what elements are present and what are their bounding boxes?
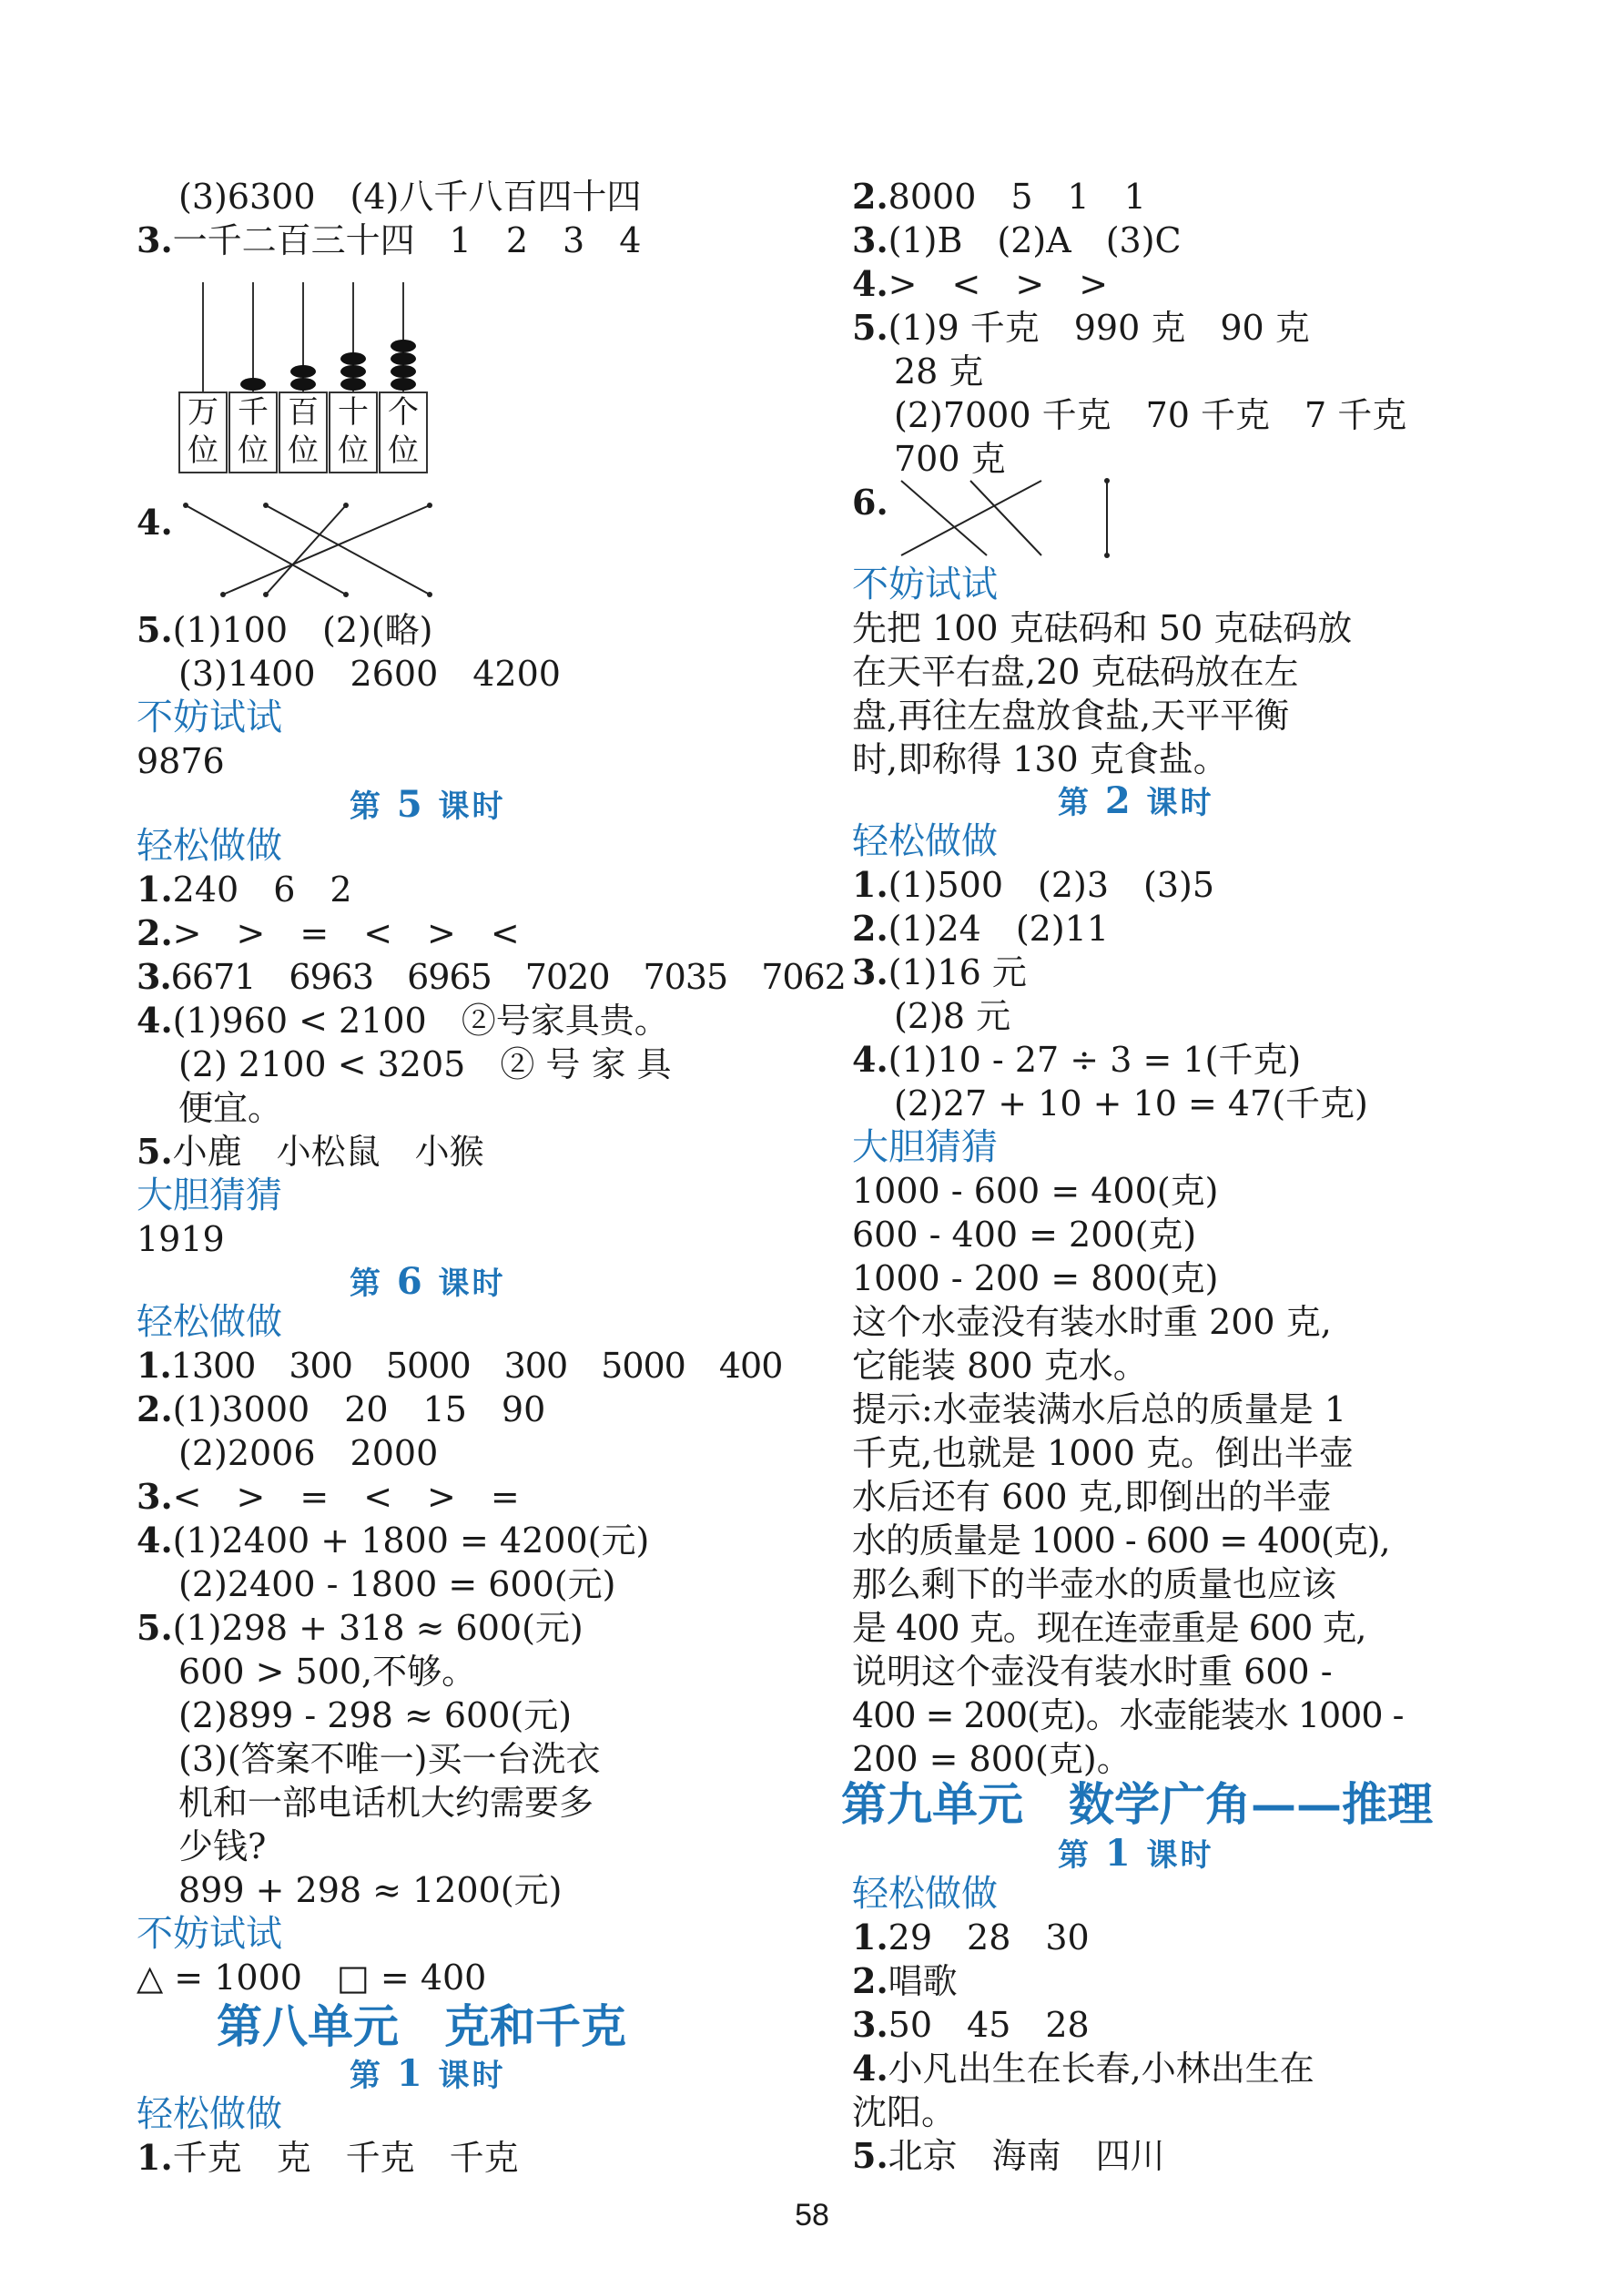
answer-line: 先把 100 克砝码和 50 克砝码放	[852, 608, 1353, 648]
lesson-heading: 第 1 课时	[350, 2052, 506, 2095]
question-4: 4.(1)960 < 2100 ②号家具贵。	[137, 1000, 669, 1041]
answer-line: (2)899 - 298 ≈ 600(元)	[178, 1695, 573, 1735]
lesson-heading: 第 2 课时	[1058, 779, 1214, 822]
question-1: 1.千克 克 千克 千克	[137, 2137, 519, 2178]
question-3: 3.(1)16 元	[852, 951, 1027, 992]
answer-line: 1000 - 600 = 400(克)	[852, 1171, 1219, 1211]
place-label-shi: 十位	[329, 392, 378, 473]
section-heading-guess: 大胆猜猜	[137, 1175, 282, 1216]
answer-line: 水的质量是 1000 - 600 = 400(克),	[852, 1520, 1390, 1561]
question-5: 5.小鹿 小松鼠 小猴	[137, 1131, 484, 1172]
section-heading-easy: 轻松做做	[137, 1301, 282, 1343]
answer-line: (3)1400 2600 4200	[178, 654, 561, 694]
answer-line: (2) 2100 < 3205 ② 号 家 具	[178, 1044, 672, 1084]
place-label-bai: 百位	[279, 392, 328, 473]
question-2: 2.> > = < > <	[137, 912, 520, 953]
question-1: 1.240 6 2	[137, 869, 352, 910]
answer-line: 9876	[137, 741, 225, 781]
answer-line: (2)2006 2000	[178, 1433, 439, 1473]
question-5: 5.(1)298 + 318 ≈ 600(元)	[137, 1607, 584, 1648]
matching-lines-figure	[896, 473, 1132, 564]
question-6: 6.	[852, 482, 888, 523]
answer-line: (3)(答案不唯一)买一台洗衣	[178, 1739, 601, 1779]
question-3: 3.(1)B (2)A (3)C	[852, 219, 1182, 260]
question-2: 2.唱歌	[852, 1960, 958, 2001]
lesson-heading: 第 1 课时	[1058, 1832, 1214, 1875]
answer-line: 这个水壶没有装水时重 200 克,	[852, 1302, 1332, 1342]
answer-line: 28 克	[894, 351, 984, 392]
section-heading-try: 不妨试试	[137, 697, 282, 738]
answer-line: 是 400 克。现在连壶重是 600 克,	[852, 1608, 1366, 1648]
question-5: 5.(1)100 (2)(略)	[137, 609, 433, 650]
answer-line: 600 - 400 = 200(克)	[852, 1215, 1197, 1255]
answer-line: 1919	[137, 1219, 225, 1259]
section-heading-guess: 大胆猜猜	[852, 1126, 998, 1168]
answer-line: (2)27 + 10 + 10 = 47(千克)	[894, 1083, 1368, 1124]
section-heading-try: 不妨试试	[852, 564, 998, 605]
answer-line: △ = 1000 □ = 400	[137, 1958, 487, 1998]
answer-line: (2)2400 - 1800 = 600(元)	[178, 1564, 616, 1604]
page-number: 58	[795, 2198, 829, 2232]
lesson-heading: 第 6 课时	[350, 1260, 506, 1303]
answer-line: (3)6300 (4)八千八百四十四	[178, 177, 642, 217]
answer-line: 时,即称得 130 克食盐。	[852, 739, 1228, 779]
section-heading-easy: 轻松做做	[137, 2093, 282, 2135]
question-2: 2.8000 5 1 1	[852, 176, 1146, 217]
answer-line: 机和一部电话机大约需要多	[178, 1783, 594, 1823]
question-1: 1.29 28 30	[852, 1917, 1090, 1958]
abacus-rods	[178, 273, 442, 392]
question-4: 4.小凡出生在长春,小林出生在	[852, 2048, 1314, 2089]
answer-line: 1000 - 200 = 800(克)	[852, 1258, 1219, 1298]
unit-heading: 第八单元 克和千克	[217, 1999, 626, 2053]
question-4: 4.> < > >	[852, 263, 1109, 304]
answer-line: 400 = 200(克)。水壶能装水 1000 -	[852, 1695, 1404, 1735]
unit-heading: 第九单元 数学广角——推理	[841, 1777, 1433, 1831]
answer-line: 说明这个壶没有装水时重 600 -	[852, 1652, 1333, 1692]
question-3: 3.50 45 28	[852, 2004, 1090, 2045]
answer-line: 沈阳。	[852, 2092, 957, 2132]
section-heading-easy: 轻松做做	[852, 1873, 998, 1915]
answer-line: (2)7000 千克 70 千克 7 千克	[894, 395, 1407, 435]
answer-line: 700 克	[894, 439, 1006, 479]
lesson-heading: 第 5 课时	[350, 783, 506, 826]
question-3: 3.< > = < > =	[137, 1476, 520, 1517]
place-label-wan: 万位	[178, 392, 228, 473]
section-heading-easy: 轻松做做	[852, 820, 998, 862]
question-3: 3.一千二百三十四 1 2 3 4	[137, 219, 642, 260]
answer-line: 千克,也就是 1000 克。倒出半壶	[852, 1433, 1354, 1473]
answer-line: 600 > 500,不够。	[178, 1652, 477, 1692]
place-label-ge: 个位	[379, 392, 428, 473]
matching-lines-figure	[173, 492, 446, 610]
answer-line: 它能装 800 克水。	[852, 1346, 1148, 1386]
question-2: 2.(1)3000 20 15 90	[137, 1388, 546, 1429]
question-4: 4.	[137, 502, 173, 543]
abacus-figure	[178, 273, 442, 483]
answer-line: 200 = 800(克)。	[852, 1739, 1132, 1779]
answer-line: 水后还有 600 克,即倒出的半壶	[852, 1477, 1332, 1517]
question-4: 4.(1)2400 + 1800 = 4200(元)	[137, 1520, 650, 1561]
answer-line: (2)8 元	[894, 996, 1011, 1036]
section-heading-easy: 轻松做做	[137, 825, 282, 867]
answer-line: 提示:水壶装满水后总的质量是 1	[852, 1389, 1347, 1429]
right-column	[819, 0, 1624, 2288]
question-2: 2.(1)24 (2)11	[852, 908, 1110, 949]
answer-line: 盘,再往左盘放食盐,天平平衡	[852, 696, 1290, 736]
place-label-qian: 千位	[228, 392, 278, 473]
answer-line: 在天平右盘,20 克砝码放在左	[852, 652, 1299, 692]
question-1: 1.(1)500 (2)3 (3)5	[852, 864, 1215, 905]
question-3: 3.6671 6963 6965 7020 7035 7062	[137, 956, 846, 997]
question-5: 5.(1)9 千克 990 克 90 克	[852, 307, 1310, 348]
answer-line: 那么剩下的半壶水的质量也应该	[852, 1564, 1337, 1604]
question-5: 5.北京 海南 四川	[852, 2135, 1165, 2176]
section-heading-try: 不妨试试	[137, 1913, 282, 1955]
question-1: 1.1300 300 5000 300 5000 400	[137, 1345, 783, 1386]
answer-line: 便宜。	[178, 1088, 283, 1128]
answer-line: 899 + 298 ≈ 1200(元)	[178, 1870, 563, 1910]
answer-line: 少钱?	[178, 1826, 267, 1866]
question-4: 4.(1)10 - 27 ÷ 3 = 1(千克)	[852, 1039, 1302, 1080]
